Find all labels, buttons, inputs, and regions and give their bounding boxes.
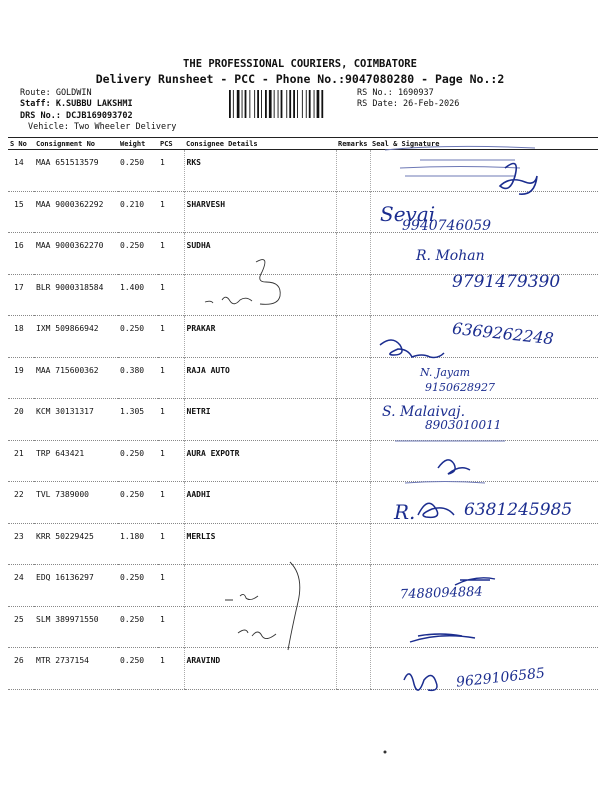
cell-seal — [370, 523, 598, 565]
rs-number: RS No.: 1690937 — [357, 88, 434, 98]
cell-pcs: 1 — [158, 606, 184, 648]
runsheet-table — [8, 137, 598, 690]
cell-consignment: EDQ 16136297 — [34, 565, 118, 607]
col-pcs: PCS — [158, 138, 184, 150]
cell-consignment: SLM 389971550 — [34, 606, 118, 648]
cell-sno: 23 — [8, 523, 34, 565]
cell-sno: 15 — [8, 191, 34, 233]
cell-consignee: ARAVIND — [184, 648, 336, 690]
cell-remarks — [336, 482, 370, 524]
cell-pcs: 1 — [158, 357, 184, 399]
table-row — [8, 565, 598, 607]
cell-remarks — [336, 648, 370, 690]
cell-weight: 0.380 — [118, 357, 158, 399]
col-sno: S No — [8, 138, 34, 150]
cell-sno: 19 — [8, 357, 34, 399]
handwritten-name: Sevai — [380, 202, 436, 226]
cell-sno: 18 — [8, 316, 34, 358]
cell-consignee: AADHI — [184, 482, 336, 524]
cell-remarks — [336, 233, 370, 275]
cell-consignee — [184, 274, 336, 316]
staff-label: Staff: K.SUBBU LAKSHMI — [20, 99, 133, 109]
col-consignment: Consignment No — [34, 138, 118, 150]
cell-weight: 0.250 — [118, 440, 158, 482]
cell-consignee: SHARVESH — [184, 191, 336, 233]
table-row — [8, 233, 598, 275]
drs-number: DRS No.: DCJB169093702 — [20, 111, 133, 121]
cell-remarks — [336, 316, 370, 358]
cell-weight: 1.180 — [118, 523, 158, 565]
cell-consignee: NETRI — [184, 399, 336, 441]
cell-consignment: KRR 50229425 — [34, 523, 118, 565]
cell-pcs: 1 — [158, 233, 184, 275]
cell-consignment: BLR 9000318584 — [34, 274, 118, 316]
cell-weight: 0.250 — [118, 648, 158, 690]
cell-consignee: RKS — [184, 150, 336, 192]
cell-sno: 25 — [8, 606, 34, 648]
rs-date: RS Date: 26-Feb-2026 — [357, 99, 460, 109]
table-row — [8, 150, 598, 192]
table-row — [8, 191, 598, 233]
handwritten-phone: 6369262248 — [451, 318, 555, 349]
col-consignee: Consignee Details — [184, 138, 336, 150]
table-row — [8, 606, 598, 648]
cell-remarks — [336, 399, 370, 441]
handwritten-name: R. Mohan — [416, 248, 485, 264]
cell-seal — [370, 150, 598, 192]
col-weight: Weight — [118, 138, 158, 150]
handwritten-phone: 9791479390 — [452, 272, 561, 292]
cell-consignee: RAJA AUTO — [184, 357, 336, 399]
table-row — [8, 357, 598, 399]
cell-sno: 21 — [8, 440, 34, 482]
handwritten-phone: 6381245985 — [464, 500, 573, 520]
cell-pcs: 1 — [158, 440, 184, 482]
cell-remarks — [336, 523, 370, 565]
company-title: THE PROFESSIONAL COURIERS, COIMBATORE — [183, 58, 417, 70]
cell-sno: 26 — [8, 648, 34, 690]
cell-pcs: 1 — [158, 316, 184, 358]
cell-pcs: 1 — [158, 191, 184, 233]
handwritten-name: S. Malaivaj. — [382, 404, 466, 420]
cell-seal — [370, 606, 598, 648]
cell-pcs: 1 — [158, 482, 184, 524]
cell-seal — [370, 440, 598, 482]
cell-consignee: SUDHA — [184, 233, 336, 275]
cell-remarks — [336, 606, 370, 648]
table-row — [8, 399, 598, 441]
cell-weight: 0.250 — [118, 565, 158, 607]
cell-consignment: MAA 9000362292 — [34, 191, 118, 233]
cell-consignment: MTR 2737154 — [34, 648, 118, 690]
handwritten-phone: 8903010011 — [425, 418, 502, 432]
cell-consignment: IXM 509866942 — [34, 316, 118, 358]
cell-consignee: AURA EXPOTR — [184, 440, 336, 482]
cell-remarks — [336, 565, 370, 607]
cell-weight: 0.250 — [118, 482, 158, 524]
cell-remarks — [336, 150, 370, 192]
handwritten-name: N. Jayam — [420, 366, 471, 379]
cell-consignment: MAA 651513579 — [36, 158, 99, 167]
cell-pcs: 1 — [158, 274, 184, 316]
cell-weight: 1.305 — [118, 399, 158, 441]
cell-pcs: 1 — [158, 565, 184, 607]
cell-remarks — [336, 440, 370, 482]
cell-consignment: TRP 643421 — [34, 440, 118, 482]
cell-sno: 14 — [14, 158, 24, 167]
handwritten-phone: 9150628927 — [425, 381, 495, 394]
runsheet-title: Delivery Runsheet - PCC - Phone No.:9047080280 - Page No.:2 — [95, 72, 505, 86]
cell-remarks — [336, 274, 370, 316]
handwritten-name: R. — [394, 500, 416, 524]
cell-sno: 17 — [8, 274, 34, 316]
col-remarks: Remarks — [336, 138, 370, 150]
vehicle-label: Vehicle: Two Wheeler Delivery — [28, 122, 177, 132]
cell-weight: 0.250 — [118, 316, 158, 358]
cell-weight: 0.250 — [118, 233, 158, 275]
cell-pcs: 1 — [158, 523, 184, 565]
table-row — [8, 523, 598, 565]
cell-consignment: MAA 715600362 — [34, 357, 118, 399]
cell-pcs: 1 — [160, 158, 165, 167]
col-seal: Seal & Signature — [370, 138, 598, 150]
table-row — [8, 440, 598, 482]
cell-consignment: KCM 30131317 — [34, 399, 118, 441]
cell-weight: 0.250 — [120, 158, 145, 167]
table-header-row — [8, 138, 598, 150]
cell-weight: 0.250 — [118, 606, 158, 648]
cell-sno: 24 — [8, 565, 34, 607]
cell-consignment: TVL 7389000 — [34, 482, 118, 524]
cell-pcs: 1 — [158, 648, 184, 690]
cell-weight: 0.210 — [118, 191, 158, 233]
cell-pcs: 1 — [158, 399, 184, 441]
cell-remarks — [336, 357, 370, 399]
barcode-icon — [229, 90, 353, 118]
cell-consignee: MERLIS — [184, 523, 336, 565]
cell-consignment: MAA 9000362270 — [34, 233, 118, 275]
cell-sno: 20 — [8, 399, 34, 441]
cell-weight: 1.400 — [118, 274, 158, 316]
dot-mark — [384, 751, 387, 754]
cell-consignee: PRAKAR — [184, 316, 336, 358]
cell-consignee — [184, 565, 336, 607]
handwritten-phone: 7488094884 — [399, 584, 483, 603]
cell-sno: 22 — [8, 482, 34, 524]
cell-sno: 16 — [8, 233, 34, 275]
handwritten-phone: 9629106585 — [455, 665, 546, 691]
cell-consignee — [184, 606, 336, 648]
handwritten-phone: 9940746059 — [402, 218, 492, 234]
cell-remarks — [336, 191, 370, 233]
route-label: Route: GOLDWIN — [20, 88, 92, 98]
